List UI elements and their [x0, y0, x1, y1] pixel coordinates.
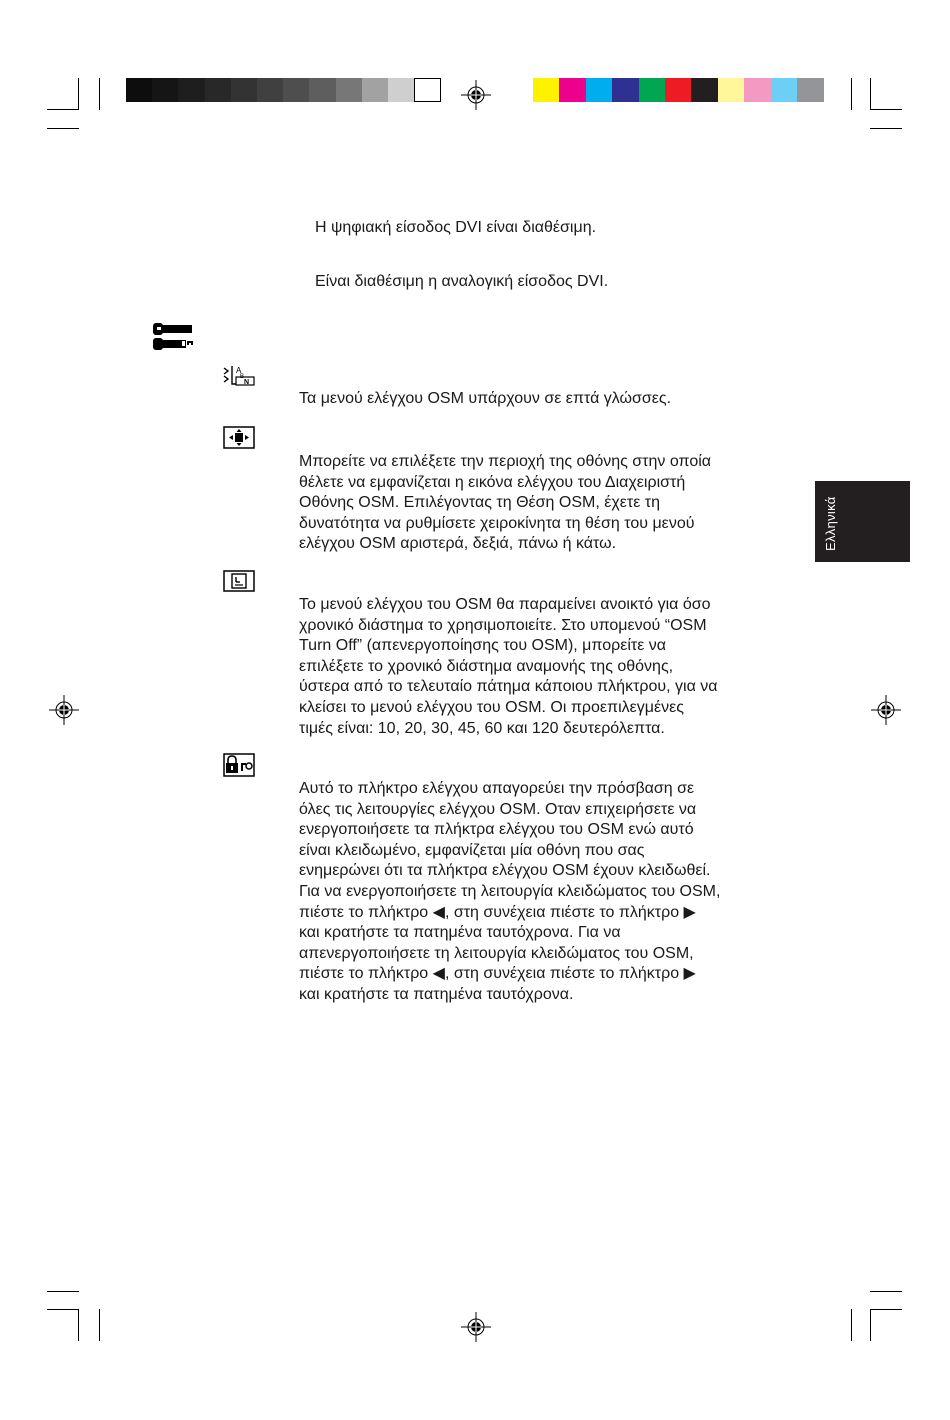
- paragraph-line: ενημερώνει ότι τα πλήκτρα ελέγχου OSM έχουν κλειδωθεί.: [299, 862, 711, 880]
- crop-mark: [47, 109, 79, 110]
- crop-mark: [870, 1291, 902, 1292]
- crop-mark: [99, 1309, 100, 1341]
- paragraph-line: και κρατήστε τα πατημένα ταυτόχρονα.: [299, 985, 574, 1003]
- paragraph-line: και κρατήστε τα πατημένα ταυτόχρονα. Για να: [299, 924, 621, 942]
- gray-swatch: [283, 78, 310, 102]
- dvi-analog-text: Είναι διαθέσιμη η αναλογική είσοδος DVI.: [315, 273, 609, 290]
- gray-swatch: [126, 78, 153, 102]
- paragraph-line: Μπορείτε να επιλέξετε την περιοχή της οθόνης στην οποία: [299, 453, 712, 470]
- color-swatch: [718, 78, 745, 102]
- paragraph-line: πιέστε το πλήκτρο ◀, στη συνέχεια πιέστε το πλήκτρο ▶: [299, 903, 696, 921]
- paragraph-line: θέλετε να εμφανίζεται η εικόνα ελέγχου του Διαχειριστή: [299, 473, 686, 491]
- paragraph-line: ενεργοποιήσετε τα πλήκτρα ελέγχου του OSM ενώ αυτό: [299, 821, 694, 839]
- paragraph-line: απενεργοποιήσετε τη λειτουργία κλειδώματος του OSM,: [299, 944, 694, 962]
- color-swatch: [639, 78, 666, 102]
- svg-text:A: A: [236, 366, 242, 375]
- color-swatch: [771, 78, 798, 102]
- crop-mark: [870, 78, 871, 110]
- color-swatch: [533, 78, 560, 102]
- paragraph-line: δυνατότητα να ρυθμίσετε χειροκίνητα τη θέση του μενού: [299, 514, 695, 532]
- paragraph-line: Για να ενεργοποιήσετε τη λειτουργία κλειδώματος του OSM,: [299, 882, 721, 900]
- osm-position-icon: [223, 426, 255, 450]
- osm-position-paragraph: [299, 452, 804, 555]
- gray-swatch: [336, 78, 363, 102]
- osm-turnoff-icon: [223, 570, 255, 592]
- crop-mark: [870, 128, 902, 129]
- dvi-digital-text: Η ψηφιακή είσοδος DVI είναι διαθέσιμη.: [315, 219, 597, 236]
- osm-lockout-paragraph: [299, 779, 804, 1006]
- crop-mark: [851, 78, 852, 110]
- language-side-tab: [815, 481, 910, 562]
- crop-mark: [78, 1309, 79, 1341]
- crop-mark: [78, 78, 79, 110]
- gray-swatch: [362, 78, 389, 102]
- gray-swatch: [309, 78, 336, 102]
- color-swatch: [559, 78, 586, 102]
- crop-mark: [47, 1309, 79, 1310]
- gray-swatch: [231, 78, 258, 102]
- color-swatch: [691, 78, 718, 102]
- color-swatch: [797, 78, 824, 102]
- gray-swatch: [414, 78, 441, 102]
- language-text: Τα μενού ελέγχου OSM υπάρχουν σε επτά γλώσσες.: [299, 390, 672, 407]
- language-side-tab-label: Ελληνικά: [823, 496, 838, 551]
- color-swatch: [744, 78, 771, 102]
- crop-mark: [47, 128, 79, 129]
- svg-text:N: N: [244, 379, 250, 386]
- osm-lockout-icon: [223, 753, 255, 777]
- crop-mark: [47, 1291, 79, 1292]
- paragraph-line: χρονικό διάστημα το χρησιμοποιείτε. Στο υπομενού “OSM: [299, 616, 707, 634]
- gray-swatch: [257, 78, 284, 102]
- paragraph-line: ύστερα από το τελευταίο πάτημα κάποιου πλήκτρου, για να: [299, 678, 718, 696]
- crop-mark: [870, 109, 902, 110]
- registration-mark-icon: [871, 695, 901, 725]
- paragraph-line: κλείσει το μενού ελέγχου του OSM. Οι προεπιλεγμένες: [299, 698, 684, 716]
- crop-mark: [870, 1309, 902, 1310]
- osm-turnoff-paragraph: [299, 595, 804, 739]
- gray-swatch: [205, 78, 232, 102]
- color-swatch: [612, 78, 639, 102]
- gray-swatch: [388, 78, 415, 102]
- paragraph-line: πιέστε το πλήκτρο ◀, στη συνέχεια πιέστε το πλήκτρο ▶: [299, 965, 696, 983]
- paragraph-line: τιμές είναι: 10, 20, 30, 45, 60 και 120 δευτερόλεπτα.: [299, 719, 665, 737]
- crop-mark: [870, 1309, 871, 1341]
- paragraph-line: όλες τις λειτουργίες ελέγχου OSM. Οταν επιχειρήσετε να: [299, 800, 697, 818]
- color-swatch: [665, 78, 692, 102]
- paragraph-line: ελέγχου OSM αριστερά, δεξιά, πάνω ή κάτω.: [299, 535, 617, 553]
- paragraph-line: είναι κλειδωμένο, εμφανίζεται μία οθόνη που σας: [299, 841, 645, 859]
- paragraph-line: Το μενού ελέγχου του OSM θα παραμείνει ανοικτό για όσο: [299, 596, 711, 613]
- gray-swatch: [178, 78, 205, 102]
- tools-icon: [152, 323, 194, 351]
- gray-swatch: [152, 78, 179, 102]
- paragraph-line: Αυτό το πλήκτρο ελέγχου απαγορεύει την πρόσβαση σε: [299, 780, 695, 797]
- crop-mark: [99, 78, 100, 110]
- paragraph-line: Turn Off” (απενεργοποίησης του OSM), μπορείτε να: [299, 637, 667, 655]
- registration-mark-icon: [461, 1312, 491, 1342]
- paragraph-line: Οθόνης OSM. Επιλέγοντας τη Θέση OSM, έχετε τη: [299, 494, 661, 512]
- color-swatch: [586, 78, 613, 102]
- registration-mark-icon: [461, 80, 491, 110]
- registration-mark-icon: [49, 695, 79, 725]
- crop-mark: [851, 1309, 852, 1341]
- paragraph-line: επιλέξετε το χρονικό διάστημα αναμονής της οθόνης,: [299, 657, 674, 675]
- svg-text:B: B: [240, 374, 245, 380]
- language-icon: [222, 364, 256, 386]
